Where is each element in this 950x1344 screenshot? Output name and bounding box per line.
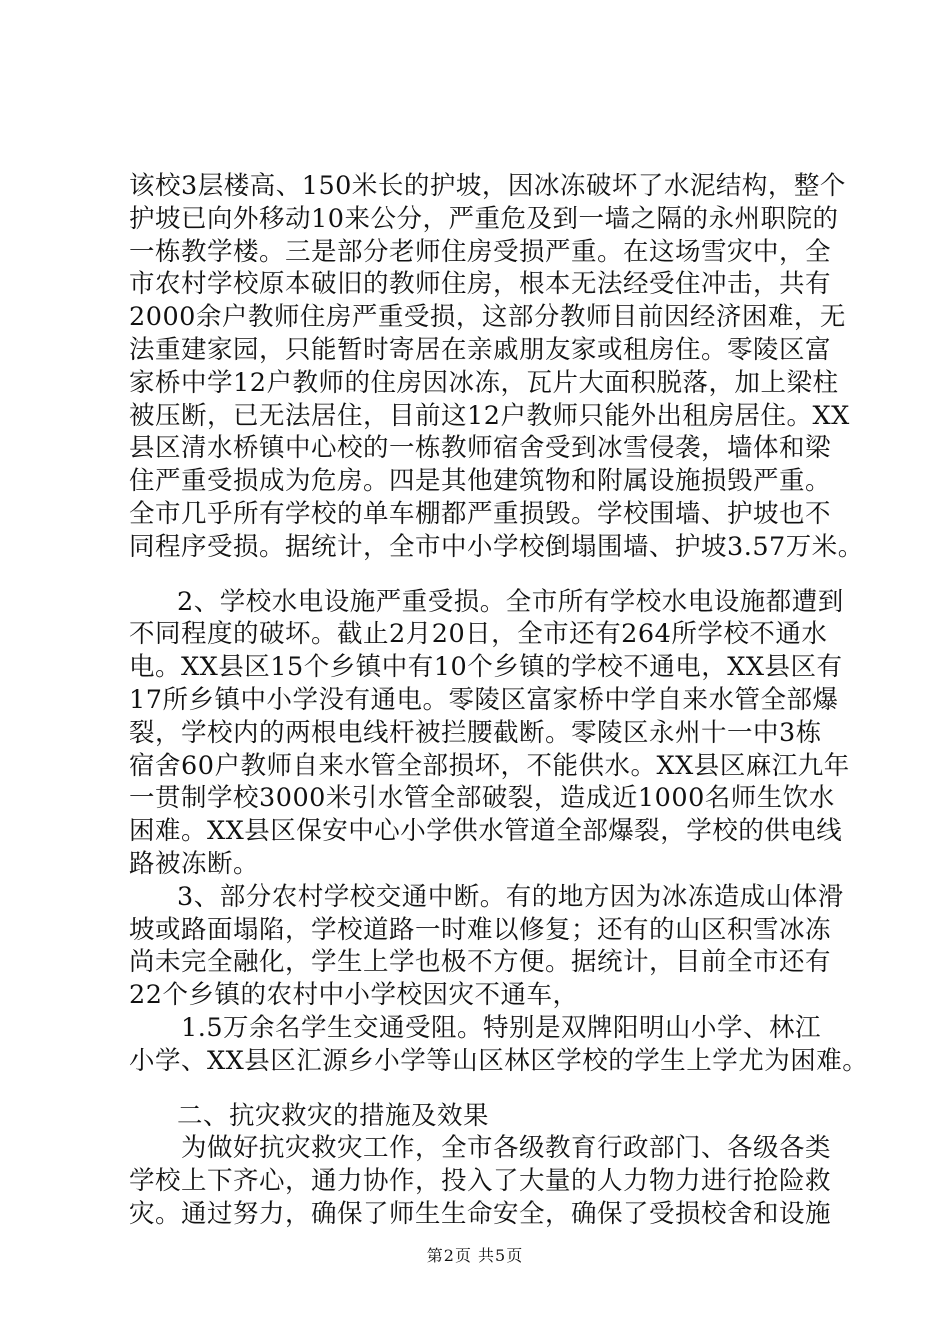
text-line: 护坡已向外移动10来公分，严重危及到一墙之隔的永州职院的: [129, 203, 839, 234]
text-line: 市农村学校原本破旧的教师住房，根本无法经受住冲击，共有: [129, 269, 832, 300]
page-footer: 第2页 共5页: [426, 1246, 524, 1265]
text-line: 被压断，已无法居住，目前这12户教师只能外出租房居住。XX: [129, 400, 850, 431]
text-line: 17所乡镇中小学没有通电。零陵区富家桥中学自来水管全部爆: [129, 684, 839, 715]
text-line: 电。XX县区15个乡镇中有10个乡镇的学校不通电，XX县区有: [129, 652, 843, 683]
text-line: 一贯制学校3000米引水管全部破裂，造成近1000名师生饮水: [129, 783, 835, 814]
text-line: 裂，学校内的两根电线杆被拦腰截断。零陵区永州十一中3栋: [129, 717, 822, 748]
paragraph-students: [129, 1012, 869, 1078]
text-line: 法重建家园，只能暂时寄居在亲戚朋友家或租房住。零陵区富: [129, 334, 832, 365]
paragraph-gap: [129, 564, 849, 586]
text-line: 同程序受损。据统计，全市中小学校倒塌围墙、护坡3.57万米。: [129, 531, 864, 562]
section-heading: 二、抗灾救灾的措施及效果: [177, 1100, 490, 1131]
text-line: 1.5万余名学生交通受阻。特别是双牌阳明山小学、林江: [181, 1012, 822, 1043]
text-line: 不同程度的破坏。截止2月20日，全市还有264所学校不通水: [129, 619, 828, 650]
text-line: 家桥中学12户教师的住房因冰冻，瓦片大面积脱落，加上梁柱: [129, 367, 839, 398]
text-line: 小学、XX县区汇源乡小学等山区林区学校的学生上学尤为困难。: [129, 1045, 869, 1076]
text-line: 3、部分农村学校交通中断。有的地方因为冰冻造成山体滑: [177, 881, 844, 912]
text-line: 2000余户教师住房严重受损，这部分教师目前因经济困难，无: [129, 302, 846, 333]
text-line: 灾。通过努力，确保了师生生命安全，确保了受损校舍和设施: [129, 1198, 832, 1229]
paragraph-transport: [129, 881, 849, 1012]
text-line: 路被冻断。: [129, 848, 260, 879]
text-line: 学校上下齐心，通力协作，投入了大量的人力物力进行抢险救: [129, 1166, 832, 1197]
paragraph-damage-housing: [129, 170, 864, 564]
text-line: 全市几乎所有学校的单车棚都严重损毁。学校围墙、护坡也不: [129, 498, 832, 529]
text-line: 一栋教学楼。三是部分老师住房受损严重。在这场雪灾中，全: [129, 236, 832, 267]
text-line: 困难。XX县区保安中心小学供水管道全部爆裂，学校的供电线: [129, 816, 843, 847]
text-line: 县区清水桥镇中心校的一栋教师宿舍受到冰雪侵袭，墙体和梁: [129, 433, 832, 464]
text-line: 尚未完全融化，学生上学也极不方便。据统计，目前全市还有: [129, 947, 832, 978]
paragraph-gap: [129, 1078, 849, 1100]
paragraph-utilities: [129, 586, 849, 881]
document-body: [129, 170, 869, 1231]
text-line: 为做好抗灾救灾工作，全市各级教育行政部门、各级各类: [181, 1133, 832, 1164]
paragraph-measures: [129, 1132, 849, 1230]
text-line: 坡或路面塌陷，学校道路一时难以修复；还有的山区积雪冰冻: [129, 914, 832, 945]
text-line: 宿舍60户教师自来水管全部损坏，不能供水。XX县区麻江九年: [129, 750, 850, 781]
text-line: 该校3层楼高、150米长的护坡，因冰冻破坏了水泥结构，整个: [129, 171, 846, 201]
text-line: 22个乡镇的农村中小学校因灾不通车，: [129, 980, 579, 1011]
text-line: 住严重受损成为危房。四是其他建筑物和附属设施损毁严重。: [129, 466, 832, 497]
text-line: 2、学校水电设施严重受损。全市所有学校水电设施都遭到: [177, 586, 844, 617]
